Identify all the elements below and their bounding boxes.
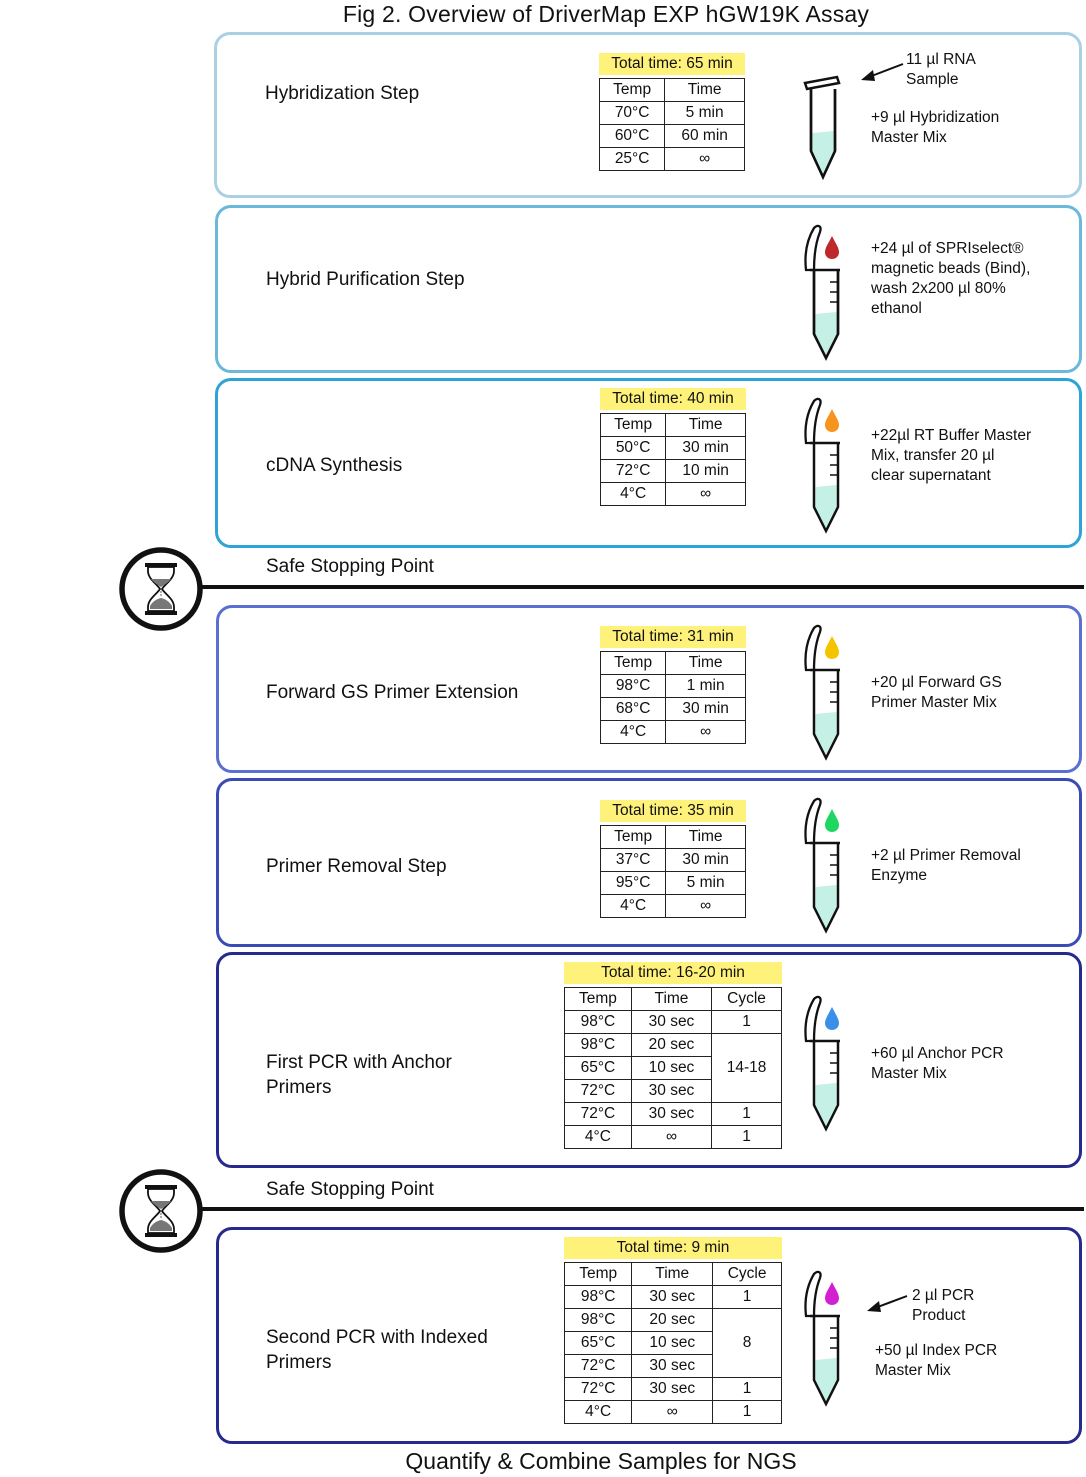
sample-note bbox=[912, 1286, 974, 1326]
tube-with-drop-icon bbox=[800, 395, 860, 535]
cell-temp: 98°C bbox=[601, 675, 666, 698]
step-title: Hybrid Purification Step bbox=[266, 269, 465, 290]
step-title: Hybridization Step bbox=[265, 83, 420, 104]
footer-title: Quantify & Combine Samples for NGS bbox=[405, 1448, 797, 1474]
cell-time: 30 min bbox=[666, 437, 746, 460]
hourglass-icon bbox=[118, 1168, 204, 1254]
header-time: Time bbox=[632, 1263, 713, 1286]
header-time: Time bbox=[631, 988, 711, 1011]
table-header-row bbox=[565, 1263, 782, 1286]
step-title-line: First PCR with Anchor bbox=[266, 1052, 452, 1073]
cell-cycle: 1 bbox=[713, 1286, 782, 1309]
reagent-note bbox=[871, 239, 1030, 319]
total-time-badge: Total time: 35 min bbox=[600, 800, 746, 822]
temperature-table bbox=[599, 78, 745, 171]
table-row bbox=[565, 1034, 782, 1057]
step-title-line: Primers bbox=[266, 1077, 332, 1098]
cell-time: ∞ bbox=[632, 1401, 713, 1424]
tube-with-cap-icon bbox=[799, 73, 849, 183]
step-hybridization bbox=[214, 32, 1082, 198]
cell-time: ∞ bbox=[666, 721, 746, 744]
table-row bbox=[601, 437, 746, 460]
step-title-line: Primers bbox=[266, 1352, 332, 1373]
stop-line bbox=[202, 585, 1084, 589]
reagent-note bbox=[875, 1341, 997, 1381]
cell-cycle: 1 bbox=[713, 1401, 782, 1424]
header-temp: Temp bbox=[565, 988, 632, 1011]
table-row bbox=[601, 849, 746, 872]
table-row bbox=[601, 895, 746, 918]
note-line: +2 µl Primer Removal bbox=[871, 847, 1021, 864]
table-header-row bbox=[565, 988, 782, 1011]
step-primer-removal bbox=[216, 778, 1082, 947]
note-line: wash 2x200 µl 80% bbox=[871, 280, 1006, 297]
cell-temp: 72°C bbox=[565, 1378, 632, 1401]
note-line: +22µl RT Buffer Master bbox=[871, 427, 1032, 444]
cell-temp: 4°C bbox=[601, 721, 666, 744]
header-temp: Temp bbox=[601, 826, 666, 849]
note-line: +24 µl of SPRIselect® bbox=[871, 240, 1024, 257]
cell-temp: 4°C bbox=[565, 1126, 632, 1149]
cell-time: 20 sec bbox=[632, 1309, 713, 1332]
hourglass-icon bbox=[118, 546, 204, 632]
cell-time: 30 sec bbox=[631, 1011, 711, 1034]
table-row bbox=[601, 675, 746, 698]
cell-cycle: 1 bbox=[712, 1103, 782, 1126]
cell-cycle: 1 bbox=[713, 1378, 782, 1401]
cell-temp: 70°C bbox=[600, 102, 665, 125]
header-temp: Temp bbox=[565, 1263, 632, 1286]
step-second-pcr bbox=[216, 1227, 1082, 1444]
cell-cycle: 14-18 bbox=[712, 1034, 782, 1103]
temperature-table bbox=[564, 987, 782, 1149]
table-row bbox=[600, 148, 745, 171]
header-temp: Temp bbox=[601, 652, 666, 675]
step-first-pcr bbox=[216, 952, 1082, 1168]
cell-time: 30 sec bbox=[632, 1355, 713, 1378]
header-time: Time bbox=[665, 79, 745, 102]
sample-note bbox=[906, 50, 976, 90]
table-row bbox=[565, 1126, 782, 1149]
cell-temp: 37°C bbox=[601, 849, 666, 872]
table-row bbox=[565, 1286, 782, 1309]
cell-time: 60 min bbox=[665, 125, 745, 148]
cell-time: 30 sec bbox=[631, 1103, 711, 1126]
table-row bbox=[600, 102, 745, 125]
reagent-note bbox=[871, 426, 1031, 486]
cell-temp: 65°C bbox=[565, 1332, 632, 1355]
header-time: Time bbox=[666, 652, 746, 675]
table-row bbox=[565, 1378, 782, 1401]
total-time-badge: Total time: 9 min bbox=[564, 1237, 782, 1259]
note-line: Product bbox=[912, 1307, 966, 1324]
cell-temp: 4°C bbox=[601, 895, 666, 918]
note-line: Enzyme bbox=[871, 867, 927, 884]
note-line: Mix, transfer 20 µl bbox=[871, 447, 995, 464]
cell-temp: 95°C bbox=[601, 872, 666, 895]
note-line: +9 µl Hybridization bbox=[871, 109, 1000, 126]
header-time: Time bbox=[666, 826, 746, 849]
cell-temp: 98°C bbox=[565, 1286, 632, 1309]
table-row bbox=[601, 483, 746, 506]
table-header-row bbox=[601, 652, 746, 675]
cell-time: 30 min bbox=[666, 698, 746, 721]
cell-time: ∞ bbox=[631, 1126, 711, 1149]
total-time-badge: Total time: 65 min bbox=[599, 53, 745, 75]
cell-time: 30 sec bbox=[632, 1378, 713, 1401]
total-time-badge: Total time: 16-20 min bbox=[564, 962, 782, 984]
reagent-note bbox=[871, 846, 1021, 886]
table-row bbox=[565, 1309, 782, 1332]
total-time-badge: Total time: 31 min bbox=[600, 626, 746, 648]
step-forward-primer-extension bbox=[216, 605, 1082, 773]
table-row bbox=[601, 460, 746, 483]
note-line: Master Mix bbox=[871, 129, 947, 146]
safe-stop-label: Safe Stopping Point bbox=[266, 556, 434, 577]
safe-stop-label: Safe Stopping Point bbox=[266, 1179, 434, 1200]
note-line: +60 µl Anchor PCR bbox=[871, 1045, 1004, 1062]
cell-time: 30 min bbox=[666, 849, 746, 872]
note-line: ethanol bbox=[871, 300, 922, 317]
cell-time: 30 sec bbox=[631, 1080, 711, 1103]
cell-temp: 72°C bbox=[565, 1355, 632, 1378]
tube-with-drop-icon bbox=[800, 1268, 860, 1408]
cell-time: 10 sec bbox=[631, 1057, 711, 1080]
cell-time: 5 min bbox=[665, 102, 745, 125]
cell-temp: 98°C bbox=[565, 1309, 632, 1332]
cell-temp: 4°C bbox=[601, 483, 666, 506]
reagent-note bbox=[871, 108, 999, 148]
cell-time: ∞ bbox=[666, 483, 746, 506]
cell-cycle: 8 bbox=[713, 1309, 782, 1378]
step-title: Forward GS Primer Extension bbox=[266, 682, 519, 703]
reagent-note bbox=[871, 1044, 1004, 1084]
stop-line bbox=[202, 1207, 1084, 1211]
temperature-table bbox=[600, 413, 746, 506]
cell-cycle: 1 bbox=[712, 1011, 782, 1034]
header-time: Time bbox=[666, 414, 746, 437]
note-line: Master Mix bbox=[871, 1065, 947, 1082]
tube-with-drop-icon bbox=[800, 993, 860, 1133]
table-row bbox=[601, 721, 746, 744]
cell-temp: 98°C bbox=[565, 1034, 632, 1057]
table-row bbox=[601, 872, 746, 895]
cell-time: ∞ bbox=[665, 148, 745, 171]
cell-temp: 72°C bbox=[565, 1103, 632, 1126]
note-line: magnetic beads (Bind), bbox=[871, 260, 1031, 277]
temperature-table bbox=[600, 825, 746, 918]
header-temp: Temp bbox=[601, 414, 666, 437]
figure-title: Fig 2. Overview of DriverMap EXP hGW19K Assay bbox=[342, 1, 870, 27]
total-time-badge: Total time: 40 min bbox=[600, 388, 746, 410]
cell-temp: 65°C bbox=[565, 1057, 632, 1080]
table-row bbox=[601, 698, 746, 721]
cell-temp: 25°C bbox=[600, 148, 665, 171]
header-cycle: Cycle bbox=[713, 1263, 782, 1286]
cell-cycle: 1 bbox=[712, 1126, 782, 1149]
cell-temp: 50°C bbox=[601, 437, 666, 460]
step-title-line: Second PCR with Indexed bbox=[266, 1327, 488, 1348]
cell-temp: 72°C bbox=[565, 1080, 632, 1103]
cell-time: 5 min bbox=[666, 872, 746, 895]
cell-time: 10 min bbox=[666, 460, 746, 483]
table-row bbox=[565, 1103, 782, 1126]
tube-with-drop-icon bbox=[800, 222, 860, 362]
step-title bbox=[266, 1050, 452, 1100]
cell-time: 1 min bbox=[666, 675, 746, 698]
table-header-row bbox=[600, 79, 745, 102]
table-row bbox=[600, 125, 745, 148]
cell-temp: 60°C bbox=[600, 125, 665, 148]
step-title: Primer Removal Step bbox=[266, 856, 447, 877]
table-row bbox=[565, 1011, 782, 1034]
tube-with-drop-icon bbox=[800, 622, 860, 762]
cell-temp: 98°C bbox=[565, 1011, 632, 1034]
note-line: Primer Master Mix bbox=[871, 694, 997, 711]
cell-temp: 68°C bbox=[601, 698, 666, 721]
note-line: Sample bbox=[906, 71, 959, 88]
header-temp: Temp bbox=[600, 79, 665, 102]
cell-time: ∞ bbox=[666, 895, 746, 918]
cell-temp: 72°C bbox=[601, 460, 666, 483]
cell-time: 20 sec bbox=[631, 1034, 711, 1057]
arrow-icon bbox=[859, 61, 909, 85]
note-line: +20 µl Forward GS bbox=[871, 674, 1002, 691]
table-header-row bbox=[601, 414, 746, 437]
temperature-table bbox=[600, 651, 746, 744]
note-line: +50 µl Index PCR bbox=[875, 1342, 998, 1359]
tube-with-drop-icon bbox=[800, 795, 860, 935]
step-title: cDNA Synthesis bbox=[266, 455, 403, 476]
step-cdna-synthesis bbox=[215, 378, 1082, 548]
cell-time: 30 sec bbox=[632, 1286, 713, 1309]
note-line: 11 µl RNA bbox=[906, 51, 976, 68]
note-line: 2 µl PCR bbox=[912, 1287, 975, 1304]
note-line: Master Mix bbox=[875, 1362, 951, 1379]
note-line: clear supernatant bbox=[871, 467, 991, 484]
step-hybrid-purification bbox=[215, 205, 1082, 373]
reagent-note bbox=[871, 673, 1002, 713]
step-title bbox=[266, 1325, 488, 1375]
cell-time: 10 sec bbox=[632, 1332, 713, 1355]
header-cycle: Cycle bbox=[712, 988, 782, 1011]
arrow-icon bbox=[865, 1292, 911, 1316]
table-row bbox=[565, 1401, 782, 1424]
temperature-table bbox=[564, 1262, 782, 1424]
cell-temp: 4°C bbox=[565, 1401, 632, 1424]
table-header-row bbox=[601, 826, 746, 849]
